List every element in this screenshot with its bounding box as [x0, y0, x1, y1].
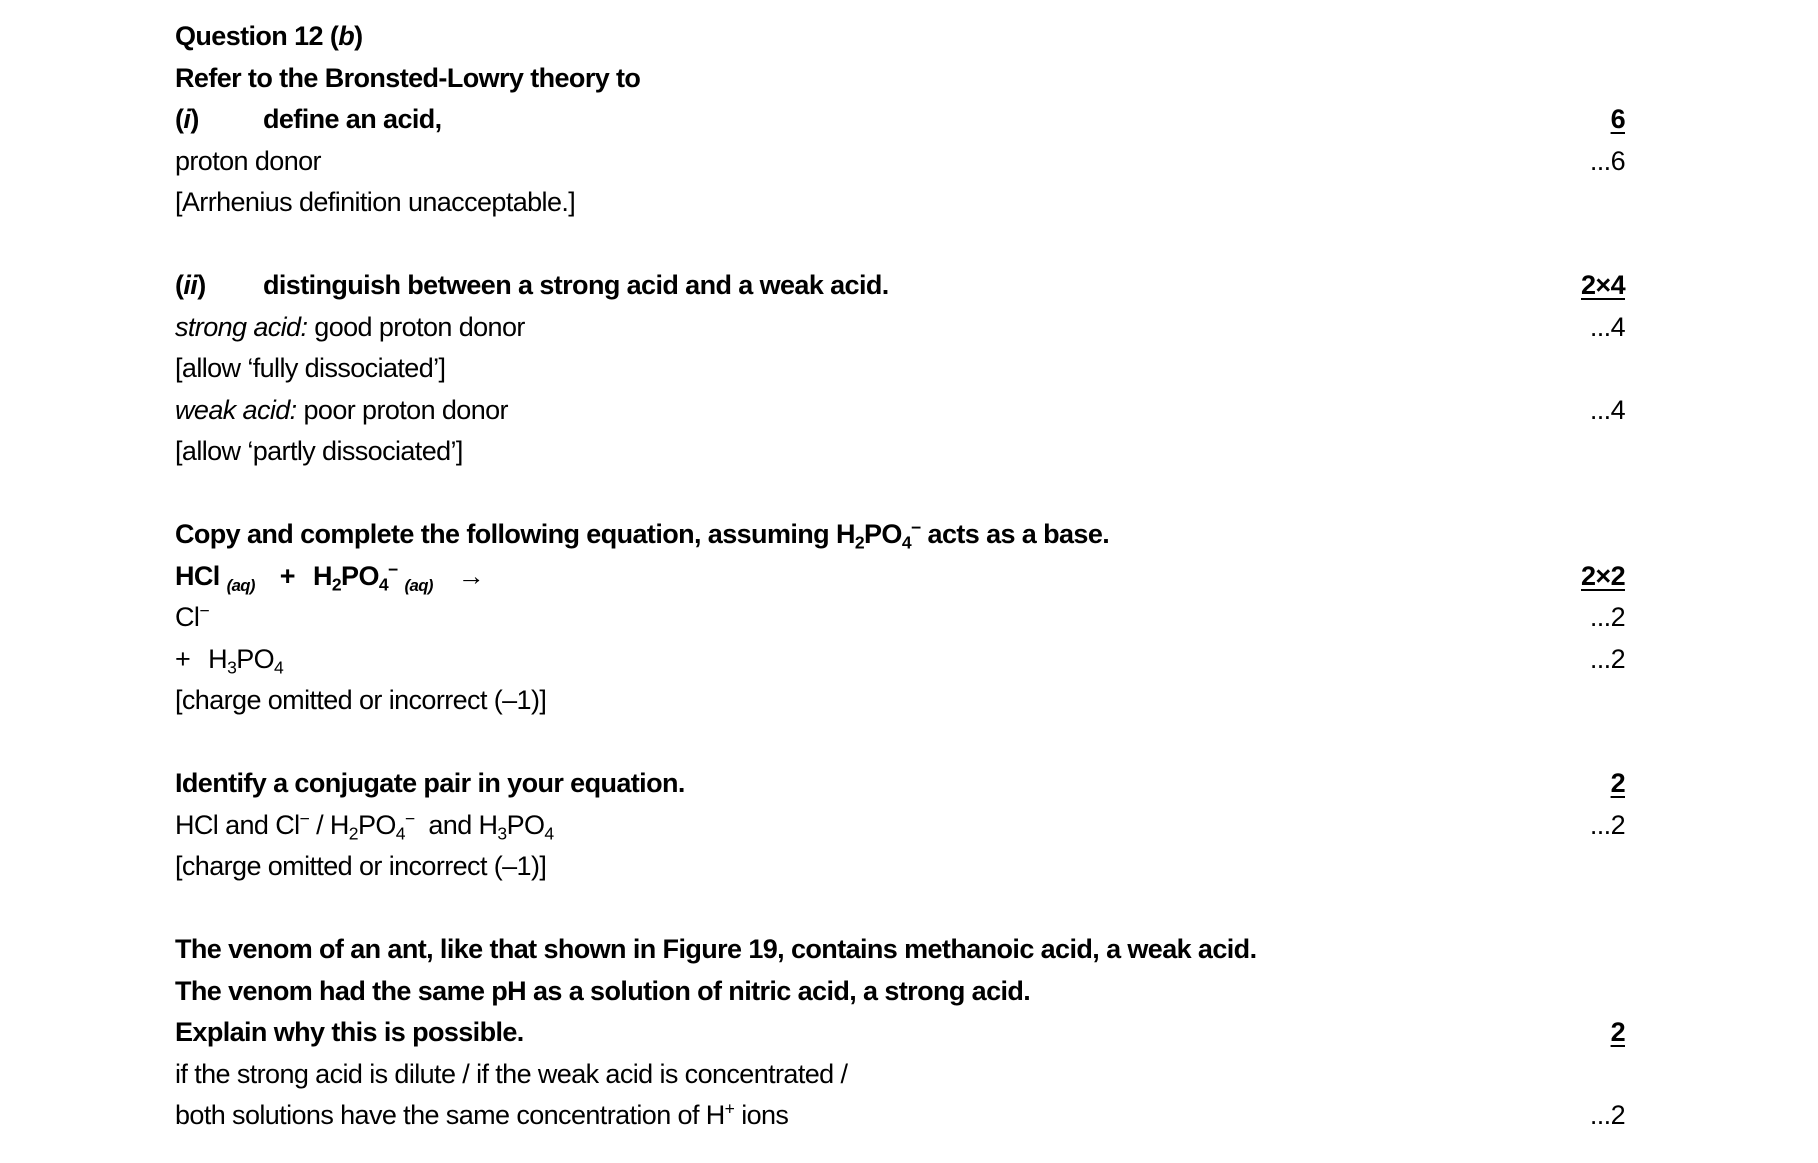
- venom-answer-mark: ...2: [1589, 1100, 1625, 1130]
- conjugate-answer-text: PO: [506, 809, 545, 840]
- question-part-letter: b: [338, 21, 355, 51]
- conjugate-note: [charge omitted or incorrect (–1)]: [175, 851, 547, 881]
- part-ii-strong-answer: [175, 307, 1625, 349]
- weak-acid-note: [allow ‘partly dissociated’]: [175, 436, 463, 466]
- question-part: (b): [329, 21, 363, 51]
- superscript: −: [299, 807, 310, 828]
- conjugate-answer-text: HCl and Cl: [175, 809, 300, 840]
- strong-acid-note: [allow ‘fully dissociated’]: [175, 353, 446, 383]
- subscript: 4: [544, 822, 554, 843]
- product-chloride: Cl: [175, 602, 200, 632]
- conjugate-answer-text: / H: [309, 809, 349, 840]
- superscript: −: [404, 807, 415, 828]
- venom-answer-1: if the strong acid is dilute / if the weak acid is concentrated /: [175, 1058, 848, 1089]
- conjugate-answer: [175, 805, 1625, 847]
- question-intro: Refer to the Bronsted-Lowry theory to: [175, 62, 641, 93]
- subscript: 2: [348, 822, 358, 843]
- part-ii-weak-answer: [175, 390, 1625, 432]
- part-i-total-marks: 6: [1610, 104, 1625, 134]
- superscript: +: [724, 1098, 735, 1119]
- equation-total-marks: 2×2: [1581, 560, 1625, 591]
- question-title: [175, 16, 1625, 58]
- state-symbol: (aq): [404, 575, 433, 595]
- conjugate-total-marks: 2: [1610, 768, 1625, 798]
- subscript: 2: [854, 532, 865, 553]
- conjugate-prompt: [175, 763, 1625, 805]
- part-ii-total-marks: 2×4: [1581, 270, 1625, 300]
- venom-prompt-3: [175, 1012, 1625, 1054]
- superscript: −: [388, 558, 398, 579]
- part-ii-label-text: ii: [183, 270, 198, 300]
- reactant-h2po4: PO: [341, 560, 379, 591]
- venom-prompt-1: The venom of an ant, like that shown in Figure 19, contains methanoic acid, a weak acid.: [175, 934, 1257, 964]
- product-1-mark: ...2: [1589, 602, 1625, 632]
- spacer: [175, 722, 1625, 764]
- equation-product-2: [175, 639, 1625, 681]
- subscript: 4: [274, 656, 284, 677]
- part-i-note: [Arrhenius definition unacceptable.]: [175, 187, 576, 217]
- spacer: [175, 473, 1625, 515]
- plus-sign: +: [175, 643, 191, 674]
- subscript: 3: [227, 656, 237, 677]
- plus-sign: +: [279, 560, 295, 591]
- weak-acid-label: weak acid:: [175, 394, 297, 425]
- strong-acid-answer: good proton donor: [314, 311, 525, 342]
- subscript: 4: [395, 822, 405, 843]
- superscript: −: [910, 517, 921, 538]
- part-i-prompt: [175, 99, 1625, 141]
- part-ii-label: (ii): [175, 270, 206, 300]
- conjugate-answer-text: and H: [414, 809, 498, 840]
- spacer: [175, 888, 1625, 930]
- venom-total-marks: 2: [1610, 1017, 1625, 1047]
- part-i-label: (i): [175, 104, 199, 134]
- venom-prompt-3-text: Explain why this is possible.: [175, 1017, 524, 1047]
- equation-prompt-text: acts as a base.: [920, 519, 1110, 549]
- venom-prompt-2: The venom had the same pH as a solution of nitric acid, a strong acid.: [175, 975, 1031, 1006]
- reactant-h2po4: H: [312, 560, 332, 591]
- product-h3po4: H: [208, 643, 228, 674]
- strong-acid-label: strong acid:: [175, 311, 308, 342]
- part-i-answer-text: proton donor: [175, 145, 321, 176]
- subscript: 2: [331, 573, 342, 594]
- equation-prompt: [175, 514, 1625, 556]
- product-h3po4: PO: [236, 643, 275, 674]
- spacer: [175, 224, 1625, 266]
- weak-acid-mark: ...4: [1589, 394, 1625, 425]
- equation-prompt-text: Copy and complete the following equation, assuming H: [175, 519, 855, 549]
- part-i-label-text: i: [183, 104, 191, 134]
- part-ii-prompt-text: distinguish between a strong acid and a weak acid.: [263, 270, 889, 300]
- equation-product-1: [175, 597, 1625, 639]
- subscript: 4: [378, 573, 388, 594]
- conjugate-answer-mark: ...2: [1589, 809, 1625, 840]
- product-2-mark: ...2: [1589, 643, 1625, 674]
- superscript: −: [199, 600, 209, 621]
- question-number: Question 12: [175, 21, 323, 51]
- part-i-answer-mark: ...6: [1589, 145, 1625, 176]
- conjugate-answer-text: PO: [357, 809, 396, 840]
- subscript: 4: [901, 532, 911, 553]
- subscript: 3: [497, 822, 507, 843]
- venom-answer-text: ions: [734, 1100, 789, 1130]
- strong-acid-mark: ...4: [1589, 311, 1625, 342]
- weak-acid-answer: poor proton donor: [303, 394, 508, 425]
- equation-prompt-text: PO: [864, 519, 902, 549]
- conjugate-prompt-text: Identify a conjugate pair in your equation.: [175, 768, 685, 798]
- state-symbol: (aq): [226, 575, 255, 595]
- marking-scheme-document: [175, 16, 1625, 1137]
- venom-answer-text: both solutions have the same concentration of H: [175, 1100, 725, 1130]
- venom-answer-2: [175, 1095, 1625, 1137]
- equation-reactants: [175, 556, 1625, 598]
- part-i-answer: [175, 141, 1625, 183]
- equation-note: [charge omitted or incorrect (–1)]: [175, 685, 547, 715]
- part-ii-prompt: [175, 265, 1625, 307]
- reactant-hcl: HCl: [175, 560, 220, 591]
- part-i-prompt-text: define an acid,: [263, 104, 442, 134]
- reaction-arrow: →: [457, 560, 485, 591]
